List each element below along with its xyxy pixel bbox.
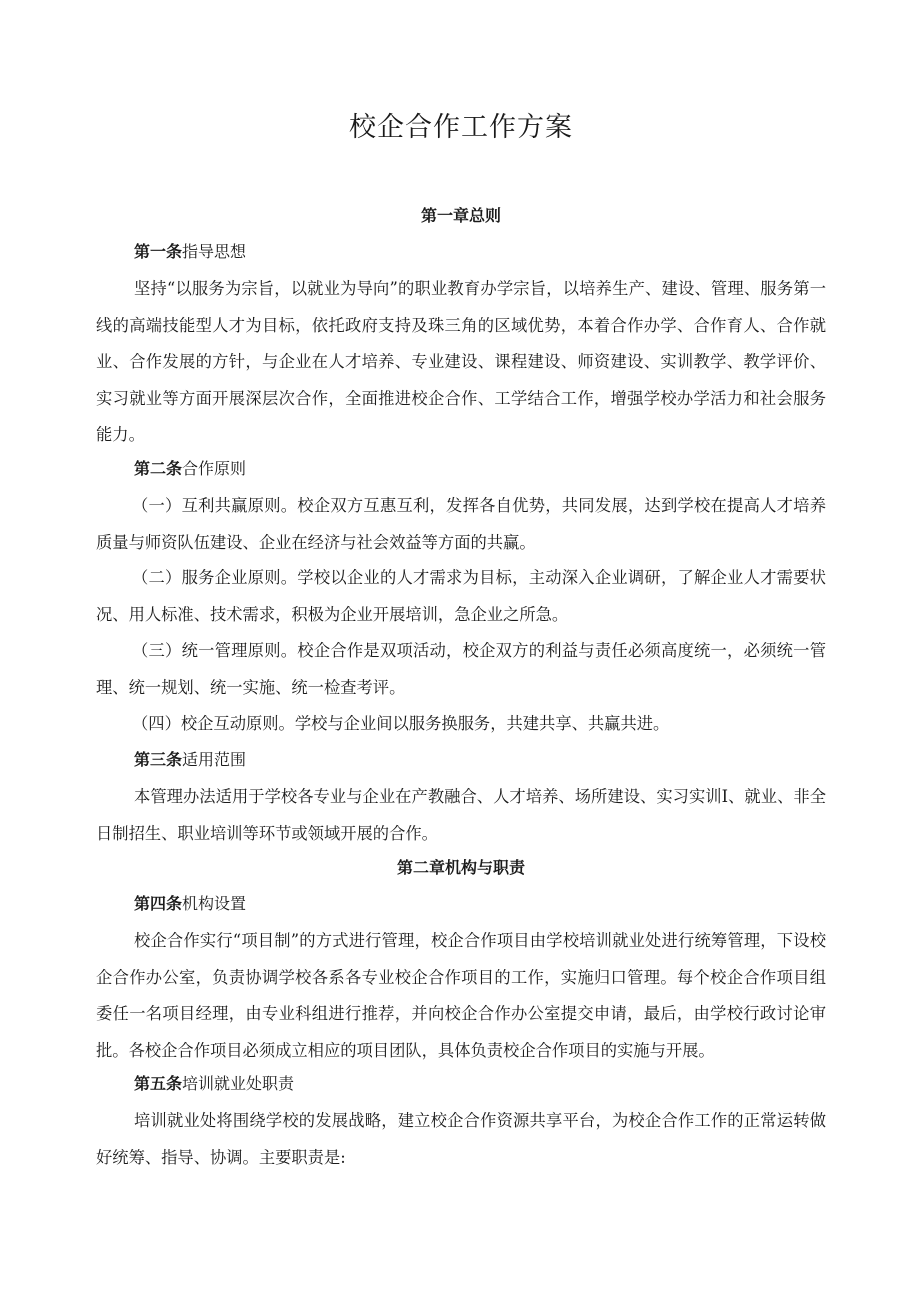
article-heading-1 [134, 234, 246, 270]
article-name: 机构设置 [182, 894, 247, 913]
article-number: 第五条 [134, 1074, 183, 1093]
article-heading-2 [134, 451, 246, 487]
article-number: 第二条 [134, 459, 183, 478]
chapter-heading-1: 第一章总则 [420, 206, 501, 225]
article-1-body: 坚持“以服务为宗旨，以就业为导向”的职业教育办学宗旨，以培养生产、建设、管理、服务第一线的高端技能型人才为目标，依托政府支持及珠三角的区域优势，本着合作办学、合作育人、合作就业、合作发展的方针，与企业在人才培养、专业建设、课程建设、师资建设、实训教学、教学评价、实习就业等方面开展深层次合作，全面推进校企合作、工学结合工作，增强学校办学活力和社会服务能力。 [96, 279, 826, 445]
principle-item-2: （二）服务企业原则。学校以企业的人才需求为目标，主动深入企业调研，了解企业人才需要状况、用人标准、技术需求，积极为企业开展培训，急企业之所急。 [96, 568, 826, 624]
article-heading-3 [134, 742, 246, 778]
principle-item-3: （三）统一管理原则。校企合作是双项活动，校企双方的利益与责任必须高度统一，必须统一管理、统一规划、统一实施、统一检查考评。 [96, 641, 826, 697]
article-name: 合作原则 [182, 459, 247, 478]
article-3-body: 本管理办法适用于学校各专业与企业在产教融合、人才培养、场所建设、实习实训I、就业、非全日制招生、职业培训等环节或领域开展的合作。 [96, 787, 826, 843]
article-number: 第四条 [134, 894, 183, 913]
article-heading-4 [134, 886, 246, 922]
article-name: 指导思想 [182, 242, 247, 261]
article-name: 培训就业处职责 [182, 1074, 295, 1093]
article-5-body: 培训就业处将围绕学校的发展战略，建立校企合作资源共享平台，为校企合作工作的正常运转做好统筹、指导、协调。主要职责是: [96, 1111, 826, 1167]
principle-item-4: （四）校企互动原则。学校与企业间以服务换服务，共建共享、共赢共进。 [132, 714, 670, 733]
article-number: 第三条 [134, 750, 183, 769]
article-4-body: 校企合作实行“项目制”的方式进行管理，校企合作项目由学校培训就业处进行统筹管理，下设校企合作办公室，负责协调学校各系各专业校企合作项目的工作，实施归口管理。每个校企合作项目组委任一名项目经理，由专业科组进行推荐，并向校企合作办公室提交申请，最后，由学校行政讨论审批。各校企合作项目必须成立相应的项目团队，具体负责校企合作项目的实施与开展。 [96, 931, 826, 1060]
article-name: 适用范围 [182, 750, 247, 769]
chapter-heading-2: 第二章机构与职责 [396, 858, 525, 877]
article-heading-5 [134, 1066, 294, 1102]
principle-item-1: （一）互利共赢原则。校企双方互惠互利，发挥各自优势，共同发展，达到学校在提高人才培养质量与师资队伍建设、企业在经济与社会效益等方面的共赢。 [96, 496, 826, 552]
article-number: 第一条 [134, 242, 183, 261]
document-title: 校企合作工作方案 [349, 112, 573, 143]
